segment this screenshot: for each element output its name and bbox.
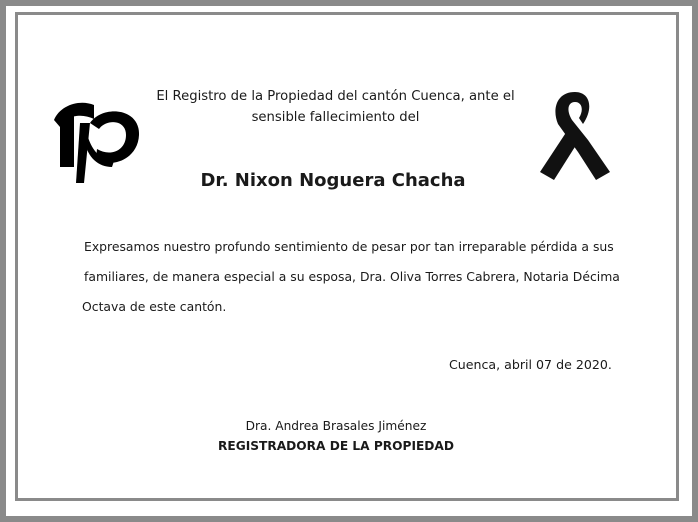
body-line-3: Octava de este cantón. — [82, 299, 227, 314]
body-line-2: familiares, de manera especial a su esposa, Dra. Oliva Torres Cabrera, Notaria Décima — [84, 269, 620, 284]
mourning-ribbon-icon — [538, 88, 612, 184]
deceased-name: Dr. Nixon Noguera Chacha — [200, 170, 466, 191]
signer-title: REGISTRADORA DE LA PROPIEDAD — [218, 439, 454, 453]
intro-text — [138, 86, 533, 128]
intro-line-2: sensible fallecimiento del — [251, 110, 420, 125]
body-line-1: Expresamos nuestro profundo sentimiento de pesar por tan irreparable pérdida a sus — [84, 239, 614, 254]
place-date: Cuenca, abril 07 de 2020. — [449, 357, 612, 372]
intro-line-1: El Registro de la Propiedad del cantón Cuenca, ante el — [156, 89, 515, 104]
registro-propiedad-logo-icon — [50, 93, 142, 187]
signer-name: Dra. Andrea Brasales Jiménez — [245, 419, 427, 433]
